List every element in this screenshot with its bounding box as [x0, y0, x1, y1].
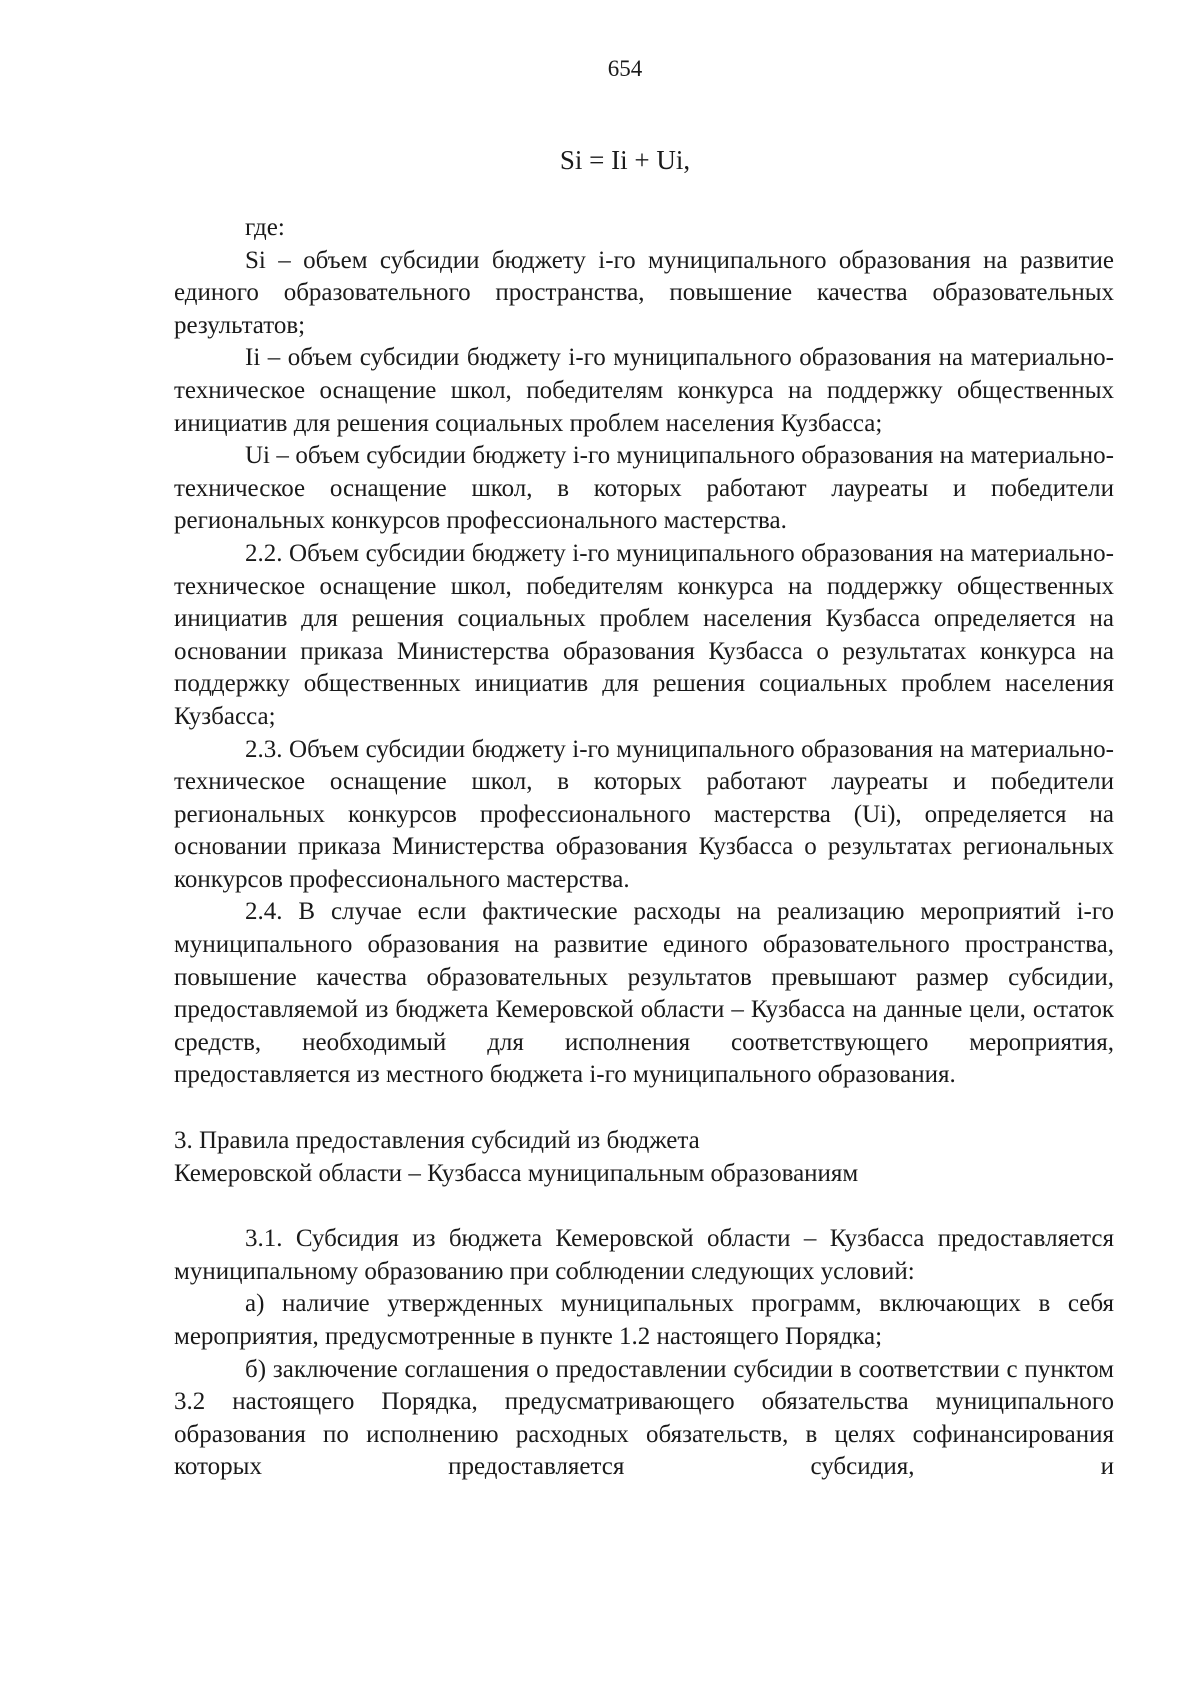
paragraph-2-3: 2.3. Объем субсидии бюджету i-го муниципального образования на материально-техническое оснащение школ, в которых работают лауреаты и победители региональных конкурсов профессионального мастерства (Ui), определяется на основании приказа Министерства образования Кузбасса о результатах региональных конкурсов профессионального мастерства.: [174, 735, 1114, 893]
page-number: 654: [607, 56, 643, 81]
paragraph-3-1: 3.1. Субсидия из бюджета Кемеровской области – Кузбасса предоставляется муниципальному образованию при соблюдении следующих условий:: [174, 1225, 1114, 1285]
paragraph-si-definition: Si – объем субсидии бюджету i-го муниципального образования на развитие единого образовательного пространства, повышение качества образовательных результатов;: [174, 246, 1114, 339]
paragraph-ii-definition: Ii – объем субсидии бюджету i-го муниципального образования на материально-техническое оснащение школ, победителям конкурса на поддержку общественных инициатив для решения социальных проблем населения Кузбасса;: [174, 344, 1114, 437]
paragraph-3-1-a: а) наличие утвержденных муниципальных программ, включающих в себя мероприятия, предусмотренные в пункте 1.2 настоящего Порядка;: [174, 1290, 1114, 1350]
paragraph-2-4: 2.4. В случае если фактические расходы на реализацию мероприятий i-го муниципального образования на развитие единого образовательного пространства, повышение качества образовательных результатов превышают размер субсидии, предоставляемой из бюджета Кемеровской области – Кузбасса на данные цели, остаток средств, необходимый для исполнения соответствующего мероприятия, предоставляется из местного бюджета i-го муниципального образования.: [174, 898, 1114, 1089]
paragraph-3-1-b: б) заключение соглашения о предоставлении субсидии в соответствии с пунктом 3.2 настоящего Порядка, предусматривающего обязательства муниципального образования по исполнению расходных обязательств, в целях софинансирования которых предоставляется субсидия, и: [174, 1355, 1114, 1481]
document-body: [174, 212, 1114, 1484]
paragraph-2-2: 2.2. Объем субсидии бюджету i-го муниципального образования на материально-техническое оснащение школ, победителям конкурса на поддержку общественных инициатив для решения социальных проблем населения Кузбасса определяется на основании приказа Министерства образования Кузбасса о результатах конкурса на поддержку общественных инициатив для решения социальных проблем населения Кузбасса;: [174, 539, 1114, 730]
section-heading: [174, 1125, 1114, 1190]
where-label: где:: [245, 214, 285, 241]
formula: Si = Ii + Ui,: [559, 145, 691, 175]
section-heading-line-1: 3. Правила предоставления субсидий из бюджета: [174, 1127, 700, 1155]
paragraph-ui-definition: Ui – объем субсидии бюджету i-го муниципального образования на материально-техническое оснащение школ, в которых работают лауреаты и победители региональных конкурсов профессионального мастерства.: [174, 442, 1114, 535]
section-heading-line-2: Кемеровской области – Кузбасса муниципальным образованиям: [174, 1159, 859, 1187]
